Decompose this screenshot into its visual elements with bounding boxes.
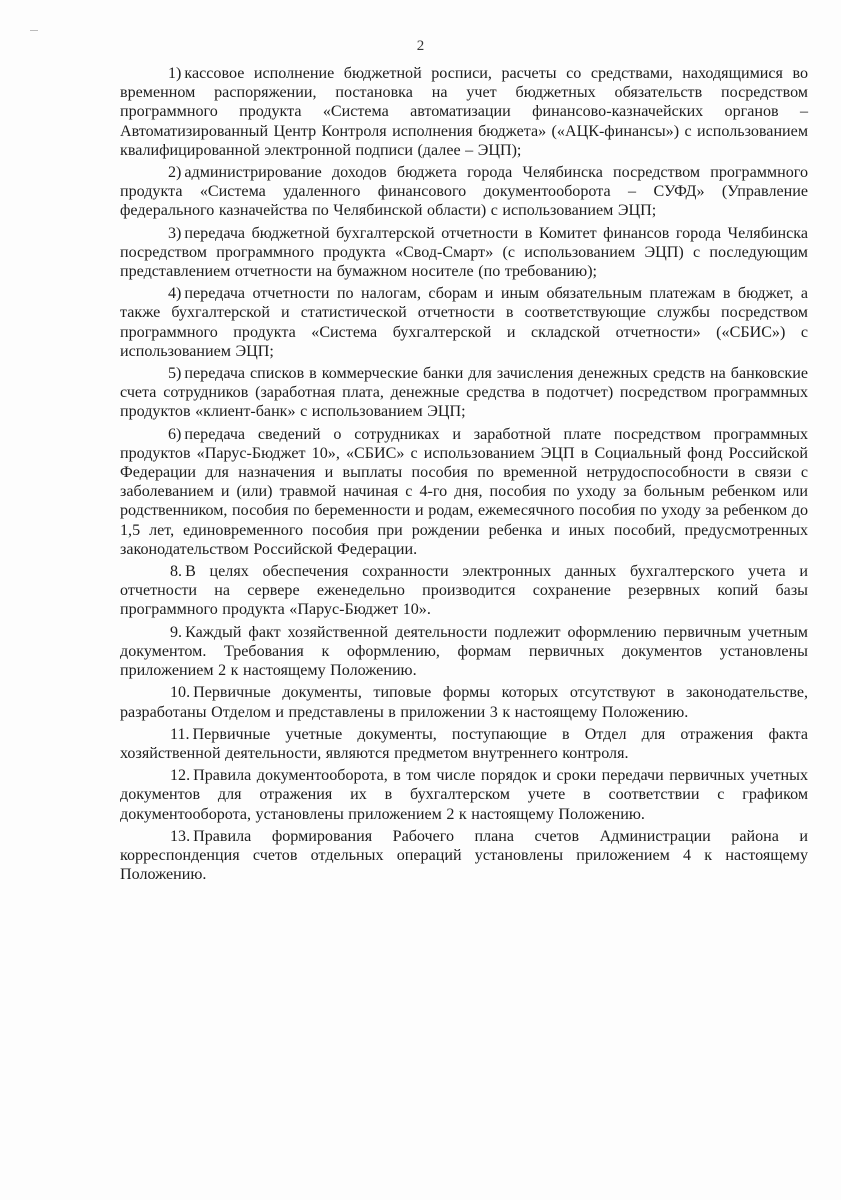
paragraph-text: Правила документооборота, в том числе порядок и сроки передачи первичных учетных документов для отражения их в бухгалтерском учете в соответствии с графиком документооборота, установлены приложением 2 к настоящему Положению. bbox=[120, 767, 808, 823]
section-paragraph bbox=[120, 683, 808, 721]
scan-artifact bbox=[30, 30, 38, 31]
paragraph-number: 8. bbox=[170, 563, 183, 581]
list-item bbox=[120, 364, 808, 422]
item-number: 2) bbox=[168, 164, 182, 182]
paragraph-number: 11. bbox=[170, 725, 190, 743]
item-number: 5) bbox=[168, 365, 182, 383]
item-text: передача отчетности по налогам, сборам и иным обязательным платежам в бюджет, а также бухгалтерской и статистической отчетности в соответствующие службы посредством программного продукта «Система бухгалтерской и складской отчетности» («СБИС») с использованием ЭЦП; bbox=[120, 285, 808, 360]
paragraph-text: Правила формирования Рабочего плана счетов Администрации района и корреспонденция счетов отдельных операций установлены приложением 4 к настоящему Положению. bbox=[120, 827, 808, 884]
paragraph-text: Каждый факт хозяйственной деятельности подлежит оформлению первичным учетным документом. Требования к оформлению, формам первичных документов установлены приложением 2 к настоящему Положению. bbox=[120, 623, 808, 680]
section-paragraph bbox=[120, 766, 808, 824]
item-number: 3) bbox=[168, 224, 182, 242]
item-number: 1) bbox=[168, 65, 182, 82]
item-text: администрирование доходов бюджета города Челябинска посредством программного продукта «Система удаленного финансового документооборота – СУФД» (Управление федерального казначейства по Челябинской области) с использованием ЭЦП; bbox=[120, 164, 808, 220]
paragraph-number: 12. bbox=[170, 767, 191, 785]
paragraph-number: 9. bbox=[170, 623, 183, 641]
list-item bbox=[120, 224, 808, 282]
document-body bbox=[120, 64, 808, 887]
list-item bbox=[120, 425, 808, 559]
section-paragraph bbox=[120, 623, 808, 681]
section-paragraph bbox=[120, 562, 808, 620]
section-paragraph bbox=[120, 725, 808, 763]
paragraph-text: В целях обеспечения сохранности электронных данных бухгалтерского учета и отчетности на сервере еженедельно производится сохранение резервных копий базы программного продукта «Парус-Бюджет 10». bbox=[120, 563, 808, 619]
list-item bbox=[120, 163, 808, 221]
item-text: передача списков в коммерческие банки для зачисления денежных средств на банковские счета сотрудников (заработная плата, денежные средства в подотчет) посредством программных продуктов «клиент-банк» с использованием ЭЦП; bbox=[120, 365, 808, 421]
page-number: 2 bbox=[416, 38, 425, 54]
list-item bbox=[120, 284, 808, 361]
paragraph-number: 13. bbox=[170, 827, 191, 845]
section-paragraph bbox=[120, 827, 808, 885]
item-text: передача бюджетной бухгалтерской отчетности в Комитет финансов города Челябинска посредством программного продукта «Свод-Смарт» (с использованием ЭЦП) с последующим представлением отчетности на бумажном носителе (по требованию); bbox=[120, 224, 808, 281]
item-text: кассовое исполнение бюджетной росписи, расчеты со средствами, находящимися во временном распоряжении, постановка на учет бюджетных обязательств посредством программного продукта «Система автоматизации финансово-казначейских органов – Автоматизированный Центр Контроля исполнения бюджета» («АЦК-финансы») с использованием квалифицированной электронной подписи (далее – ЭЦП); bbox=[120, 65, 808, 159]
item-number: 6) bbox=[168, 425, 182, 443]
paragraph-text: Первичные учетные документы, поступающие в Отдел для отражения факта хозяйственной деятельности, являются предметом внутреннего контроля. bbox=[120, 725, 808, 762]
paragraph-text: Первичные документы, типовые формы которых отсутствуют в законодательстве, разработаны Отделом и представлены в приложении 3 к настоящему Положению. bbox=[120, 684, 808, 721]
item-text: передача сведений о сотрудниках и заработной плате посредством программных продуктов «Парус-Бюджет 10», «СБИС» с использованием ЭЦП в Социальный фонд Российской Федерации для назначения и выплаты пособия по временной нетрудоспособности в связи с заболеванием и (или) травмой начиная с 4-го дня, пособия по уходу за больным ребенком или родственником, пособия по беременности и родам, ежемесячного пособия по уходу за ребенком до 1,5 лет, единовременного пособия при рождении ребенка и иных пособий, предусмотренных законодательством Российской Федерации. bbox=[120, 425, 808, 558]
list-item bbox=[120, 64, 808, 160]
item-number: 4) bbox=[168, 285, 182, 303]
paragraph-number: 10. bbox=[170, 684, 191, 702]
